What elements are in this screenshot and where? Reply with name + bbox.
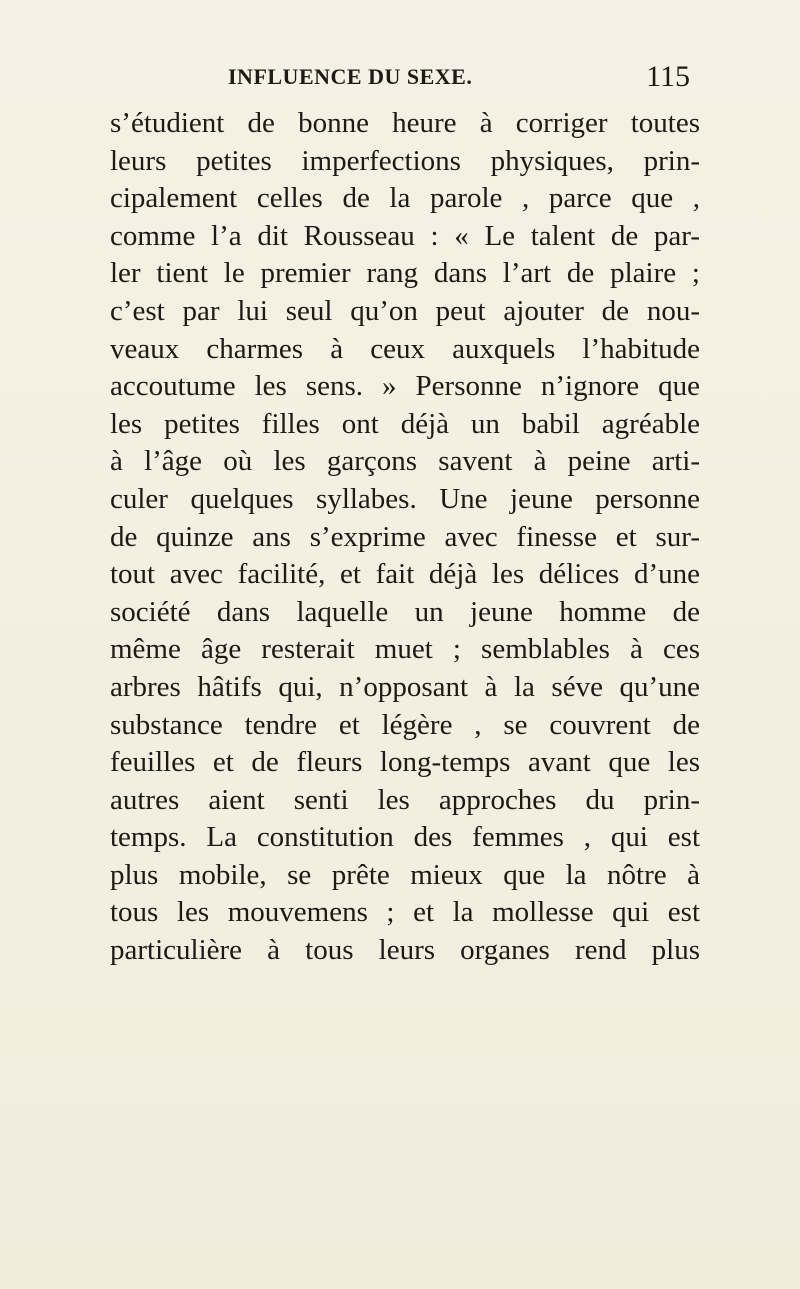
text-line: substance tendre et légère , se couvrent de — [110, 708, 700, 741]
text-line: tous les mouvemens ; et la mollesse qui est — [110, 896, 700, 929]
body-text — [110, 105, 700, 970]
text-line: arbres hâtifs qui, n’opposant à la séve qu’une — [110, 670, 700, 703]
running-head — [0, 57, 800, 97]
text-line: cipalement celles de la parole , parce que , — [110, 182, 700, 215]
text-line: comme l’a dit Rousseau : « Le talent de par- — [110, 219, 700, 252]
text-line: feuilles et de fleurs long-temps avant que les — [110, 746, 700, 779]
text-line: les petites filles ont déjà un babil agréable — [110, 407, 700, 440]
text-line: s’étudient de bonne heure à corriger toutes — [110, 107, 700, 139]
text-line: société dans laquelle un jeune homme de — [110, 595, 700, 628]
text-line: culer quelques syllabes. Une jeune personne — [110, 482, 700, 515]
text-line: même âge resterait muet ; semblables à ces — [110, 633, 700, 666]
text-line: c’est par lui seul qu’on peut ajouter de nou- — [110, 294, 700, 327]
text-line: plus mobile, se prête mieux que la nôtre à — [110, 858, 700, 891]
text-line: ler tient le premier rang dans l’art de plaire ; — [110, 257, 700, 290]
text-line: temps. La constitution des femmes , qui est — [110, 821, 700, 854]
text-line: particulière à tous leurs organes rend plus — [110, 934, 700, 967]
text-line: à l’âge où les garçons savent à peine arti- — [110, 445, 700, 478]
running-title: INFLUENCE DU SEXE. — [228, 64, 473, 89]
text-line: accoutume les sens. » Personne n’ignore que — [110, 370, 700, 403]
text-line: autres aient senti les approches du prin- — [110, 783, 700, 816]
page-number: 115 — [646, 60, 690, 93]
text-line: veaux charmes à ceux auxquels l’habitude — [110, 332, 700, 365]
text-line: de quinze ans s’exprime avec finesse et sur- — [110, 520, 700, 553]
text-line: leurs petites imperfections physiques, prin- — [110, 144, 700, 177]
text-line: tout avec facilité, et fait déjà les délices d’une — [110, 558, 700, 591]
